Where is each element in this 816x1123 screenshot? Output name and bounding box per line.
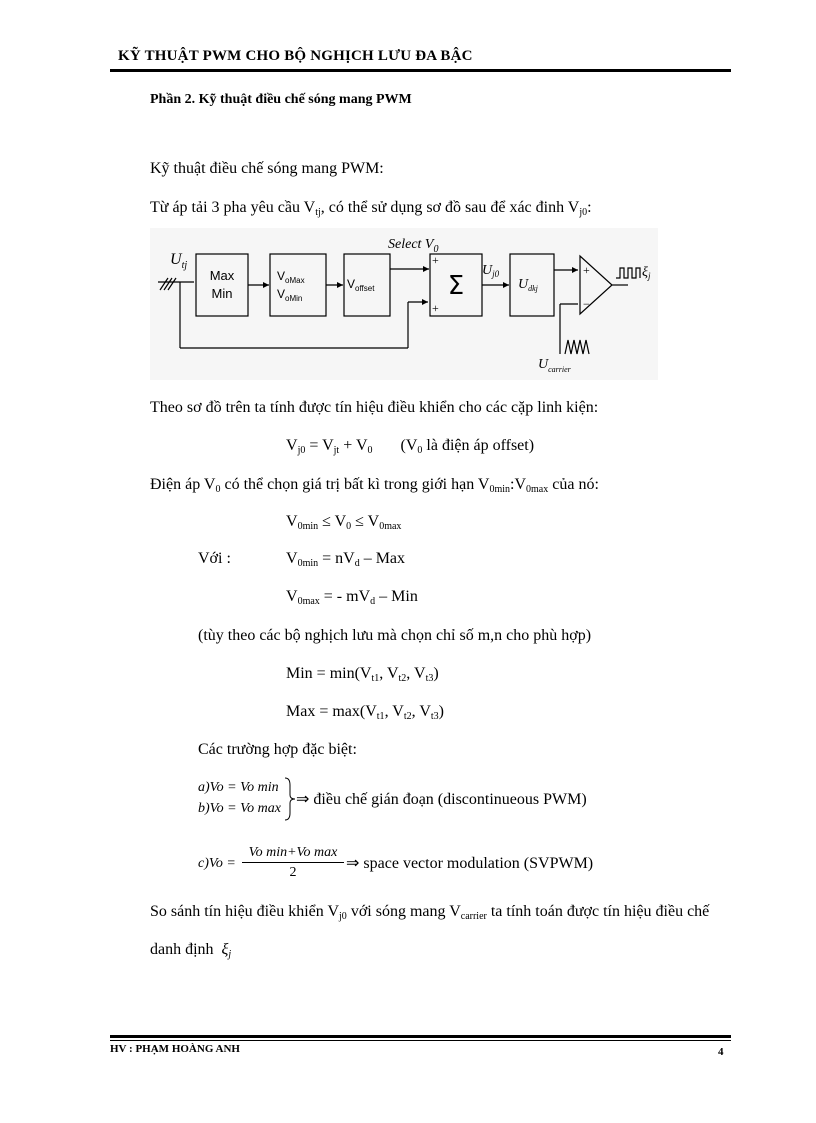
select-v0-label: Select $V_0$ <box>388 237 439 255</box>
voffset-label: $V_{offset}$ <box>347 277 375 293</box>
equation-max: Max = $\max(V_{t1}$, $V_{t2}$, $V_{t3}$) <box>286 703 444 722</box>
maxmin-label-max: Max <box>209 268 235 283</box>
sum-plus-top: + <box>432 253 439 267</box>
case-c-fraction: Vo min+Vo max 2 <box>242 845 344 881</box>
case-c-text: ⇒ space vector modulation (SVPWM) <box>346 855 594 872</box>
section-title: Phần 2. Kỹ thuật điều chế sóng mang PWM <box>150 92 412 107</box>
paragraph-tuy: (tùy theo các bộ nghịch lưu mà chọn chỉ số m,n cho phù hợp) <box>198 627 592 644</box>
paragraph-requirement: Từ áp tải 3 pha yêu cầu $V_{tj}$, có thể sử dụng sơ đồ sau để xác đinh $V_{j0}$: <box>150 199 592 218</box>
cases-ab-text: ⇒ điều chế gián đoạn (discontinueous PWM) <box>296 791 587 808</box>
equation-vj0: $V_{j0} = V_{jt} + V_0$ ($V_0$ là điện áp offset) <box>286 437 535 456</box>
label-voi: Với : <box>198 550 231 567</box>
xi-output-label: $\xi_j$ <box>642 265 651 281</box>
equation-v0min: $V_{0min} = nV_d$ – Max <box>286 550 406 569</box>
header-title: KỸ THUẬT PWM CHO BỘ NGHỊCH LƯU ĐA BẬC <box>118 48 473 64</box>
uj0-label: $U_{j0}$ <box>482 263 500 279</box>
comparator-minus: − <box>583 297 590 311</box>
cases-ab-formula: a)Vo = Vo min b)Vo = Vo max <box>198 780 281 816</box>
vomax-label: $V_{oMax}$ <box>277 269 305 285</box>
comparator-plus: + <box>583 263 590 277</box>
vomin-label: $V_{oMin}$ <box>277 287 303 303</box>
sigma-symbol: Σ <box>447 271 465 301</box>
pwm-block-diagram <box>150 228 658 380</box>
equation-v0max: $V_{0max}$ = - $mV_d$ – Min <box>286 588 418 607</box>
maxmin-label-min: Min <box>211 286 233 301</box>
cases-title: Các trường hợp đặc biệt: <box>198 741 357 758</box>
paragraph-danh-dinh: danh định $\xi_j$ <box>150 941 232 960</box>
footer-author: HV : PHẠM HOÀNG ANH <box>110 1043 240 1055</box>
sum-plus-bottom: + <box>432 301 439 315</box>
udkj-label: $U_{dkj}$ <box>518 277 538 293</box>
input-label: $U_{tj}$ <box>170 251 188 271</box>
header-rule <box>110 69 731 72</box>
ucarrier-label: $U_{carrier}$ <box>538 357 571 374</box>
paragraph-dien-ap: Điện áp $V_0$ có thể chọn giá trị bất kì trong giới hạn $V_{0min}:V_{0max}$ của nó: <box>150 476 599 495</box>
intro-text: Kỹ thuật điều chế sóng mang PWM: <box>150 160 384 177</box>
footer-rule <box>110 1035 731 1038</box>
case-c-prefix: c)Vo = <box>198 856 236 871</box>
paragraph-theo: Theo sơ đồ trên ta tính được tín hiệu điều khiển cho các cặp linh kiện: <box>150 399 599 416</box>
inequality-v0: $V_{0min} \le V_0 \le V_{0max}$ <box>286 513 402 532</box>
paragraph-compare: So sánh tín hiệu điều khiển $V_{j0}$ với sóng mang $V_{carrier}$ ta tính toán được tín hiệu điều chế <box>150 903 710 922</box>
page-number: 4 <box>718 1046 724 1058</box>
cases-brace <box>284 777 296 821</box>
equation-min: Min = $\min(V_{t1}$, $V_{t2}$, $V_{t3}$) <box>286 665 439 684</box>
footer-rule-thin <box>110 1040 731 1041</box>
